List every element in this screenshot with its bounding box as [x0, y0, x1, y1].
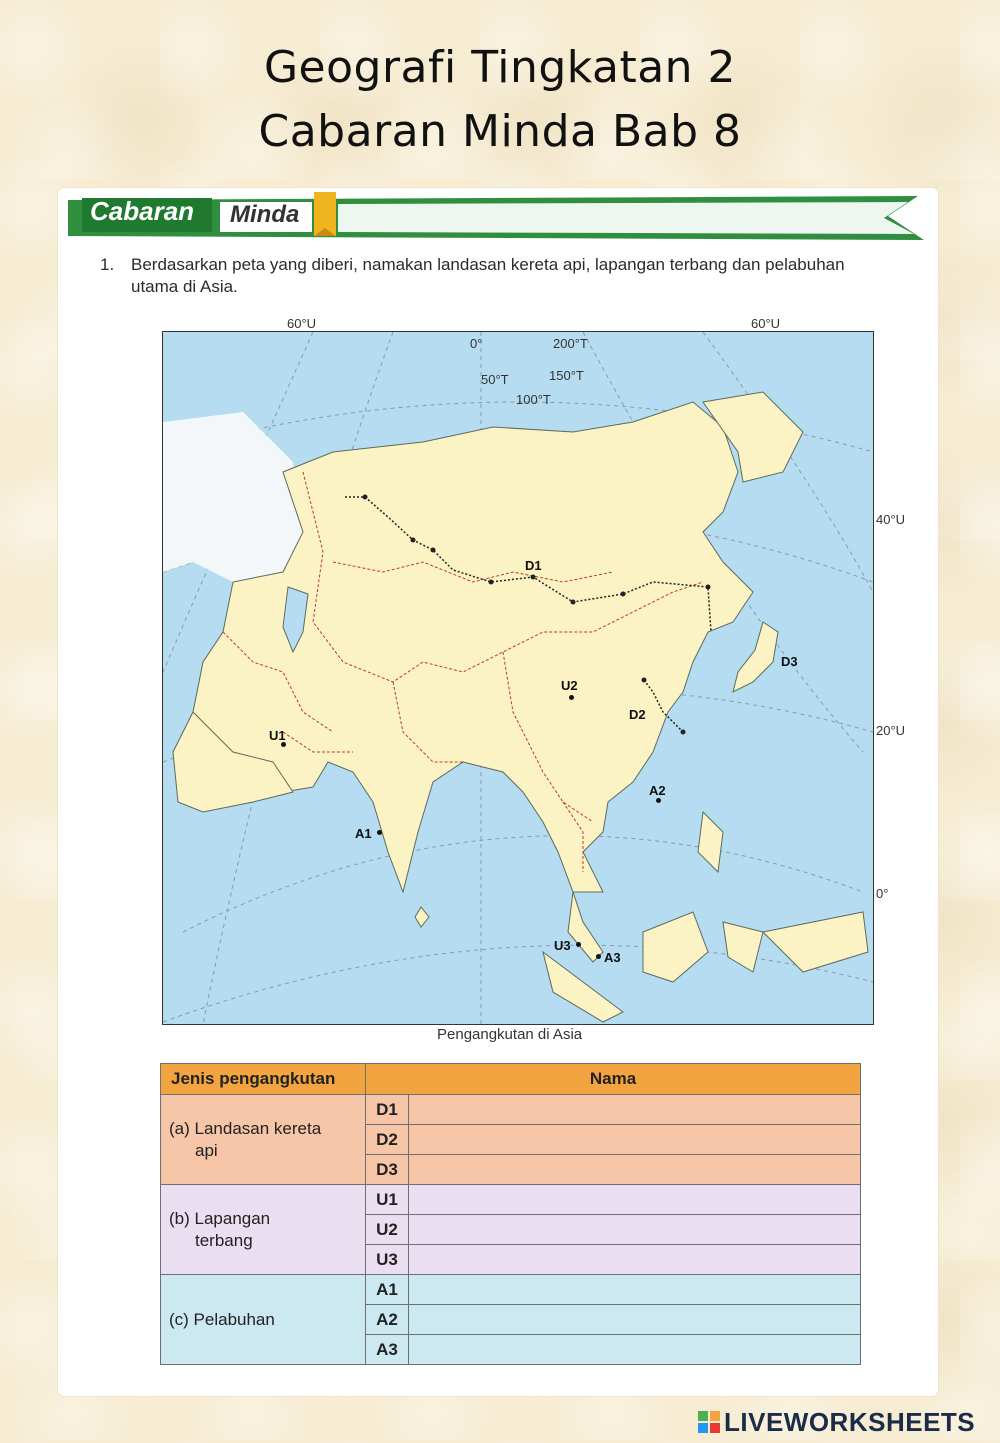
point-a3 [596, 954, 601, 959]
banner-word-minda: Minda [230, 201, 300, 228]
answer-field-u1[interactable] [409, 1185, 861, 1215]
category-port [161, 1275, 366, 1365]
point-a1 [377, 830, 382, 835]
code-u2: U2 [366, 1215, 409, 1245]
code-d3: D3 [366, 1155, 409, 1185]
map-caption: Pengangkutan di Asia [437, 1026, 583, 1043]
label-u3: U3 [554, 938, 571, 953]
code-a1: A1 [366, 1275, 409, 1305]
grid-label-60n-right: 60°U [751, 316, 781, 331]
label-d1: D1 [525, 558, 542, 573]
code-a2: A2 [366, 1305, 409, 1335]
code-u1: U1 [366, 1185, 409, 1215]
answer-field-d2[interactable] [409, 1125, 861, 1155]
grid-label-lon-100: 100°T [516, 392, 551, 407]
asia-transport-map [162, 331, 874, 1025]
label-u2: U2 [561, 678, 578, 693]
answer-field-a1[interactable] [409, 1275, 861, 1305]
answer-field-u2[interactable] [409, 1215, 861, 1245]
point-u2 [569, 695, 574, 700]
label-d3: D3 [781, 654, 798, 669]
category-airport-line2: terbang [195, 1230, 253, 1250]
label-u1: U1 [269, 728, 286, 743]
label-a3: A3 [604, 950, 621, 965]
worksheet-title-line2: Cabaran Minda Bab 8 [258, 106, 742, 157]
table-header-name: Nama [366, 1064, 861, 1095]
grid-label-equator: 0° [876, 886, 889, 901]
code-d2: D2 [366, 1125, 409, 1155]
worksheet-title-line1: Geografi Tingkatan 2 [263, 42, 737, 93]
label-d2: D2 [629, 707, 646, 722]
category-port-line1: (c) Pelabuhan [169, 1309, 275, 1329]
point-u3 [576, 942, 581, 947]
category-railway-line1: (a) Landasan kereta [169, 1118, 322, 1138]
grid-label-20n: 20°U [876, 723, 906, 738]
grid-label-lon-150: 150°T [549, 368, 584, 383]
grid-label-40n: 40°U [876, 512, 906, 527]
category-airport-line1: (b) Lapangan [169, 1208, 271, 1228]
category-railway-line2: api [195, 1140, 218, 1160]
answer-field-a3[interactable] [409, 1335, 861, 1365]
question-text: Berdasarkan peta yang diberi, namakan landasan kereta api, lapangan terbang dan pelabuhan utama di Asia. [131, 255, 845, 296]
banner-word-cabaran: Cabaran [90, 196, 195, 226]
category-railway [161, 1095, 366, 1185]
grid-label-lon-50: 50°T [481, 372, 509, 387]
table-header-type: Jenis pengangkutan [161, 1064, 366, 1095]
grid-label-lon-0: 0° [470, 336, 483, 351]
answer-field-a2[interactable] [409, 1305, 861, 1335]
label-a2: A2 [649, 783, 666, 798]
answer-field-d1[interactable] [409, 1095, 861, 1125]
code-u3: U3 [366, 1245, 409, 1275]
answer-field-u3[interactable] [409, 1245, 861, 1275]
grid-label-60n-left: 60°U [287, 316, 317, 331]
code-a3: A3 [366, 1335, 409, 1365]
liveworksheets-logo-text: LIVEWORKSHEETS [724, 1407, 976, 1437]
category-airport [161, 1185, 366, 1275]
code-d1: D1 [366, 1095, 409, 1125]
map-drawing [163, 332, 873, 1024]
label-a1: A1 [355, 826, 372, 841]
answer-field-d3[interactable] [409, 1155, 861, 1185]
answer-table [160, 1063, 861, 1365]
grid-label-lon-200: 200°T [553, 336, 588, 351]
liveworksheets-logo-icon [698, 1411, 720, 1433]
question-number: 1. [100, 255, 115, 274]
point-a2 [656, 798, 661, 803]
